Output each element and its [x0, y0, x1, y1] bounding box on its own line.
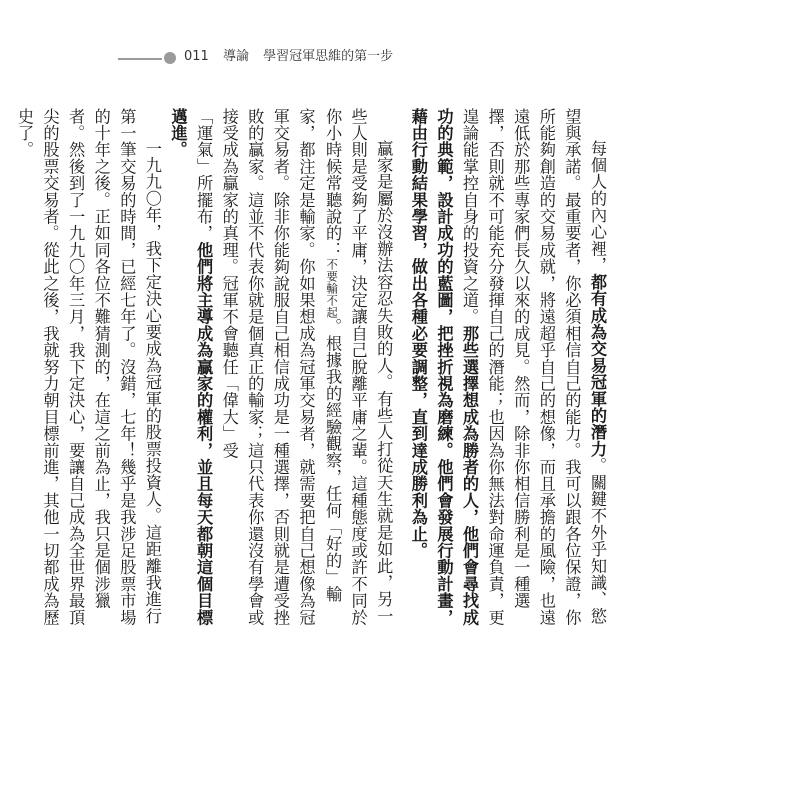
text-run: 贏家是屬於沒辦法容忍失敗的人。有些人打從天生就是如此，另一些人則是受夠了平庸，決定讓自己脫離平庸之輩。這種態度或許不同於你小時候常聽說的：	[323, 108, 394, 626]
paragraph-3	[165, 108, 216, 628]
text-run: 每個人的內心裡，	[588, 140, 607, 274]
text-run-bold: 都有成為交易冠軍的潛力	[588, 274, 607, 458]
text-run: 一九九〇年，我下定決心要成為冠軍的股票投資人。這距離我進行第一筆交易的時間，已經七年了。沒錯，七年！幾乎是我涉足股票市場的十年之後。正如同各位不難猜測的，在這之前為止，我只是個涉獵者。然後到了一九九〇年三月，我下定決心，要讓自己成為全世界最頂尖的股票交易者。從此之後，我就努力朝目標前進，其他一切都成為歷史了。	[14, 108, 162, 626]
text-run: 「運氣」所擺布，	[194, 108, 214, 242]
text-run: 。根據我的經驗觀察，任何「好的」輸家，都注定是輸家。你如果想成為冠軍交易者，就需要把自己想像為冠軍交易者。除非你能夠說服自己相信成功是一種選擇，否則就是遭受挫敗的贏家。這並不代表你就是個真正的輸家；這只代表你還沒有學會或接受成為贏家的真理。冠軍不會聽任「偉大」受	[219, 108, 343, 626]
body-text	[14, 108, 610, 628]
text-run-bold: 那些選擇想成為勝者的人，他們會尋找成功的典範，設計成功的藍圖，把挫折視為磨練。他們會發展行動計畫，藉由行動結果學習，做出各種必要調整，直到達成勝利為止。	[408, 108, 480, 626]
page-number: 011	[184, 49, 209, 64]
paragraph-1	[405, 108, 610, 628]
running-header	[184, 48, 403, 66]
text-run: 。關鍵不外乎知識、慾望與承諾。最重要者，你必須相信自己的能力。我可以跟各位保證，你所能夠創造的交易成就，將遠超乎自己的想像，而且承擔的風險，也遠遠低於那些專家們長久以來的成見。然而，除非你相信勝利是一種選擇，否則就不可能充分發揮自己的潛能；也因為你無法對命運負責，更遑論能掌控自身的投資之道。	[460, 108, 607, 626]
chapter-title: 學習冠軍思維的第一步	[263, 49, 394, 64]
header-bullet-icon	[164, 52, 176, 64]
text-run-small: 不要輸不起	[325, 258, 340, 319]
paragraph-4	[11, 108, 165, 628]
section-label: 導論	[222, 49, 249, 64]
text-run-bold: 他們將主導成為贏家的權利，並且每天都朝這個目標邁進。	[168, 108, 214, 626]
paragraph-2	[216, 108, 396, 628]
header-rule	[118, 58, 162, 60]
